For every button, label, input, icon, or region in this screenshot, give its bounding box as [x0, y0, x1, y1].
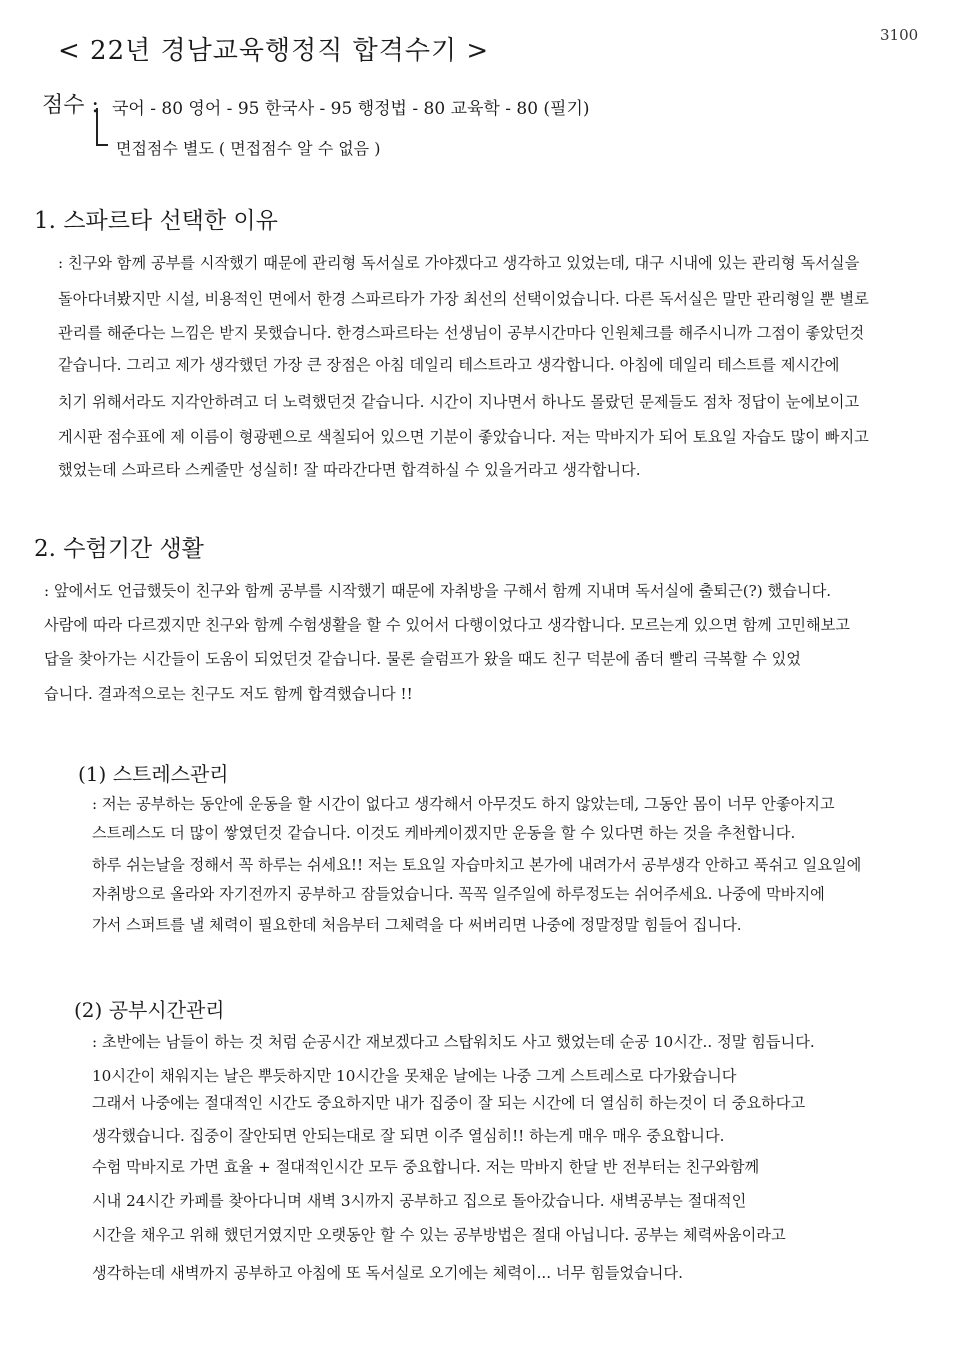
- score-label: 점수 :: [42, 93, 99, 118]
- paragraph-line: 관리를 해준다는 느낌은 받지 못했습니다. 한경스파르타는 선생님이 공부시간마다 인원체크를 해주시니까 그점이 좋았던것: [58, 324, 865, 342]
- paragraph-line: 치기 위해서라도 지각안하려고 더 노력했던것 같습니다. 시간이 지나면서 하나도 몰랐던 문제들도 점차 정답이 눈에보이고: [58, 393, 860, 411]
- paragraph-line: 생각했습니다. 집중이 잘안되면 안되는대로 잘 되면 이주 열심히!! 하는게 매우 매우 중요합니다.: [92, 1127, 725, 1145]
- paragraph-line: : 초반에는 남들이 하는 것 처럼 순공시간 재보겠다고 스탑워치도 사고 했었는데 순공 10시간.. 정말 힘듭니다.: [92, 1033, 815, 1051]
- paragraph-line: 시간을 채우고 위해 했던거였지만 오랫동안 할 수 있는 공부방법은 절대 아닙니다. 공부는 체력싸움이라고: [92, 1226, 786, 1244]
- score-bracket: [96, 108, 108, 146]
- paragraph-line: 답을 찾아가는 시간들이 도움이 되었던것 같습니다. 물론 슬럼프가 왔을 때도 친구 덕분에 좀더 빨리 극복할 수 있었: [44, 650, 801, 668]
- section1-heading: 1. 스파르타 선택한 이유: [34, 208, 278, 234]
- paragraph-line: : 친구와 함께 공부를 시작했기 때문에 관리형 독서실로 가야겠다고 생각하고 있었는데, 대구 시내에 있는 관리형 독서실을: [58, 254, 860, 272]
- paragraph-line: 하루 쉬는날을 정해서 꼭 하루는 쉬세요!! 저는 토요일 자습마치고 본가에 내려가서 공부생각 안하고 푹쉬고 일요일에: [92, 856, 862, 874]
- subsection1-heading: (1) 스트레스관리: [78, 762, 229, 786]
- paragraph-line: : 앞에서도 언급했듯이 친구와 함께 공부를 시작했기 때문에 자취방을 구해서 함께 지내며 독서실에 출퇴근(?) 했습니다.: [44, 582, 832, 600]
- paragraph-line: 습니다. 결과적으로는 친구도 저도 함께 합격했습니다 !!: [44, 685, 413, 703]
- subsection2-heading: (2) 공부시간관리: [74, 998, 225, 1022]
- score-list: 국어 - 80 영어 - 95 한국사 - 95 행정법 - 80 교육학 - 80 (필기): [112, 99, 590, 119]
- interview-note: 면접점수 별도 ( 면접점수 알 수 없음 ): [116, 139, 381, 158]
- paragraph-line: 사람에 따라 다르겠지만 친구와 함께 수험생활을 할 수 있어서 다행이었다고 생각합니다. 모르는게 있으면 함께 고민해보고: [44, 616, 850, 634]
- paragraph-line: 시내 24시간 카페를 찾아다니며 새벽 3시까지 공부하고 집으로 돌아갔습니다. 새벽공부는 절대적인: [92, 1192, 747, 1210]
- paragraph-line: 했었는데 스파르타 스케줄만 성실히! 잘 따라간다면 합격하실 수 있을거라고 생각합니다.: [58, 461, 641, 479]
- paragraph-line: 가서 스퍼트를 낼 체력이 필요한데 처음부터 그체력을 다 써버리면 나중에 정말정말 힘들어 집니다.: [92, 916, 742, 934]
- paragraph-line: 생각하는데 새벽까지 공부하고 아침에 또 독서실로 오기에는 체력이... 너무 힘들었습니다.: [92, 1264, 683, 1282]
- paragraph-line: 10시간이 채워지는 날은 뿌듯하지만 10시간을 못채운 날에는 나중 그게 스트레스로 다가왔습니다: [92, 1067, 737, 1085]
- paragraph-line: 게시판 점수표에 제 이름이 형광펜으로 색칠되어 있으면 기분이 좋았습니다. 저는 막바지가 되어 토요일 자습도 많이 빠지고: [58, 428, 869, 446]
- document-title: < 22년 경남교육행정직 합격수기 >: [58, 36, 490, 66]
- paragraph-line: 돌아다녀봤지만 시설, 비용적인 면에서 한경 스파르타가 가장 최선의 선택이었습니다. 다른 독서실은 말만 관리형일 뿐 별로: [58, 290, 869, 308]
- paragraph-line: : 저는 공부하는 동안에 운동을 할 시간이 없다고 생각해서 아무것도 하지 않았는데, 그동안 몸이 너무 안좋아지고: [92, 795, 835, 813]
- paragraph-line: 그래서 나중에는 절대적인 시간도 중요하지만 내가 집중이 잘 되는 시간에 더 열심히 하는것이 더 중요하다고: [92, 1094, 806, 1112]
- section2-heading: 2. 수험기간 생활: [34, 536, 204, 562]
- paragraph-line: 자취방으로 올라와 자기전까지 공부하고 잠들었습니다. 꼭꼭 일주일에 하루정도는 쉬어주세요. 나중에 막바지에: [92, 885, 825, 903]
- paragraph-line: 같습니다. 그리고 제가 생각했던 가장 큰 장점은 아침 데일리 테스트라고 생각합니다. 아침에 데일리 테스트를 제시간에: [58, 356, 840, 374]
- paragraph-line: 스트레스도 더 많이 쌓였던것 같습니다. 이것도 케바케이겠지만 운동을 할 수 있다면 하는 것을 추천합니다.: [92, 824, 796, 842]
- paragraph-line: 수험 막바지로 가면 효율 + 절대적인시간 모두 중요합니다. 저는 막바지 한달 반 전부터는 친구와함께: [92, 1158, 760, 1176]
- page-number: 3100: [880, 26, 919, 44]
